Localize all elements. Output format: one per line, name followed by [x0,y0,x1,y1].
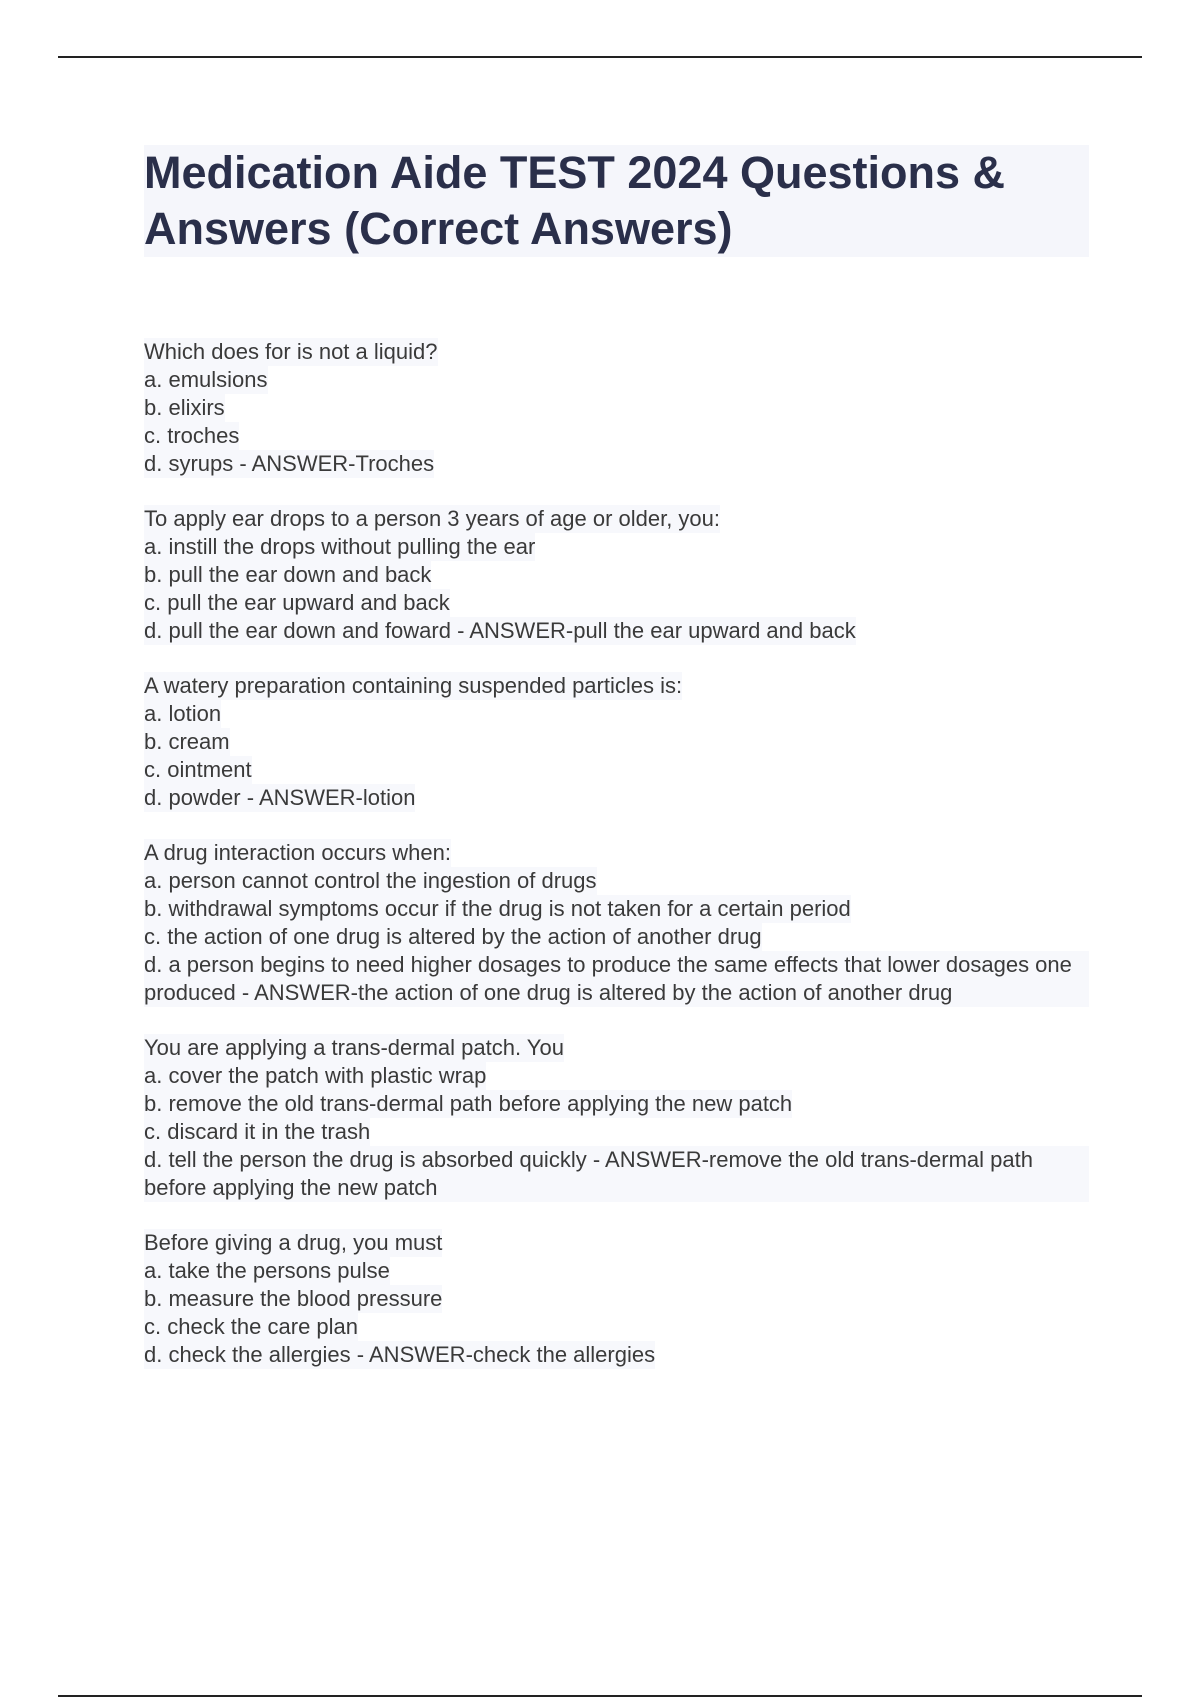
answer-option: a. lotion [144,701,222,726]
question-block [144,672,1089,812]
question-block [144,505,1089,645]
question-prompt: You are applying a trans-dermal patch. You [144,1035,564,1060]
qa-list [144,338,1089,1396]
question-prompt: A watery preparation containing suspended particles is: [144,673,683,698]
answer-option-with-answer: d. powder - ANSWER-lotion [144,785,416,810]
answer-option: c. ointment [144,757,252,782]
answer-option-with-answer: d. check the allergies - ANSWER-check the allergies [144,1342,656,1367]
answer-option: b. remove the old trans-dermal path before applying the new patch [144,1091,793,1116]
answer-option: b. elixirs [144,395,225,420]
answer-option: a. take the persons pulse [144,1258,390,1283]
answer-option: a. cover the patch with plastic wrap [144,1063,487,1088]
question-block [144,338,1089,478]
answer-option: b. withdrawal symptoms occur if the drug is not taken for a certain period [144,896,851,921]
question-prompt: Which does for is not a liquid? [144,339,438,364]
answer-option: b. cream [144,729,230,754]
answer-option: b. measure the blood pressure [144,1286,443,1311]
question-prompt: To apply ear drops to a person 3 years of age or older, you: [144,506,721,531]
answer-option: c. pull the ear upward and back [144,590,450,615]
answer-option: a. instill the drops without pulling the ear [144,534,536,559]
question-block [144,1034,1089,1202]
answer-option-with-answer: d. pull the ear down and foward - ANSWER-pull the ear upward and back [144,618,856,643]
question-prompt: Before giving a drug, you must [144,1230,443,1255]
answer-option-with-answer: d. syrups - ANSWER-Troches [144,451,435,476]
page-title: Medication Aide TEST 2024 Questions & Answers (Correct Answers) [144,147,1006,254]
answer-option: b. pull the ear down and back [144,562,432,587]
answer-option: c. discard it in the trash [144,1119,371,1144]
question-block [144,1229,1089,1369]
answer-option: a. person cannot control the ingestion of drugs [144,868,597,893]
top-divider [58,56,1142,58]
question-prompt: A drug interaction occurs when: [144,840,451,865]
answer-option: c. check the care plan [144,1314,359,1339]
title-block [144,145,1089,257]
answer-option-with-answer: d. a person begins to need higher dosages to produce the same effects that lower dosages one produced - ANSWER-the action of one drug is altered by the action of another drug [144,951,1089,1007]
answer-option: c. the action of one drug is altered by the action of another drug [144,924,762,949]
bottom-divider [58,1695,1142,1697]
answer-option: c. troches [144,423,240,448]
answer-option: a. emulsions [144,367,268,392]
question-block [144,839,1089,1007]
answer-option-with-answer: d. tell the person the drug is absorbed quickly - ANSWER-remove the old trans-dermal path before applying the new patch [144,1146,1089,1202]
